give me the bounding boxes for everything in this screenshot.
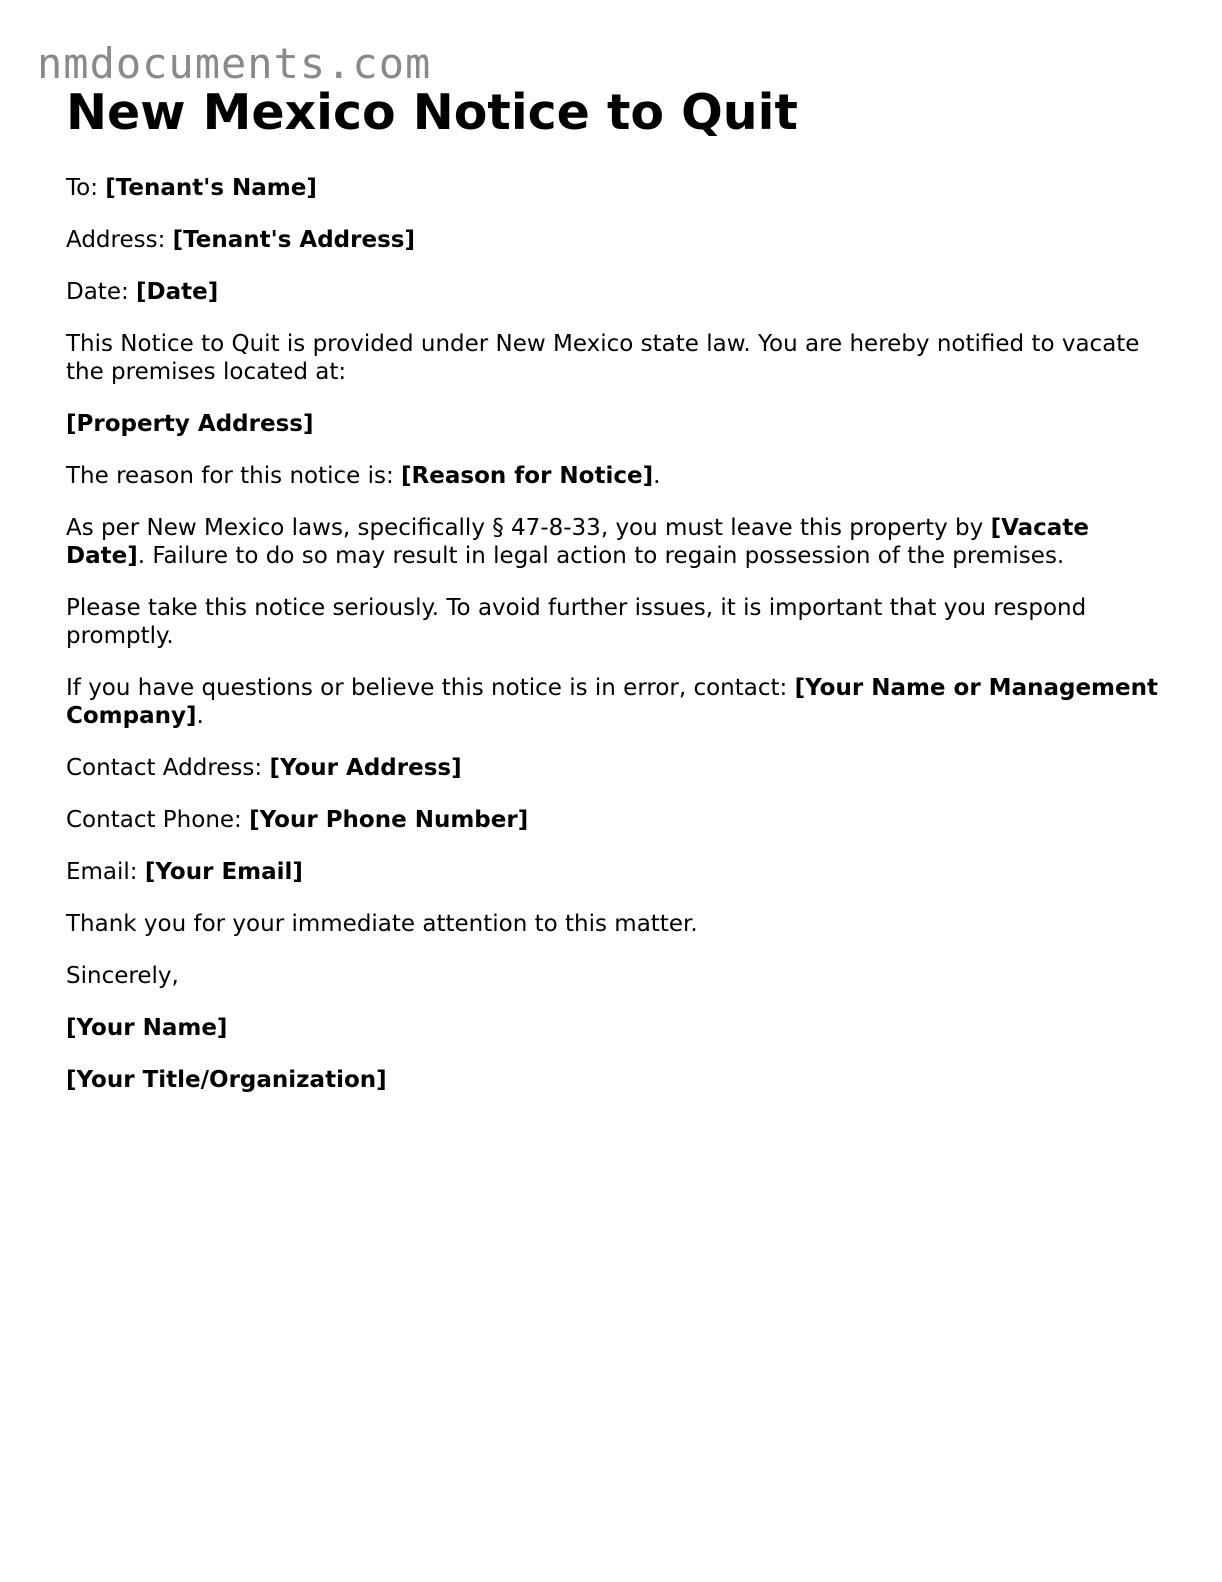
signer-name-line — [66, 1014, 1166, 1042]
questions-paragraph — [66, 674, 1166, 730]
vacate-date-field: [Vacate Date] — [66, 515, 1089, 569]
notice-document — [66, 82, 1166, 1118]
address-label: Address: — [66, 227, 173, 253]
reason-line — [66, 462, 1166, 490]
serious-paragraph: Please take this notice seriously. To avoid further issues, it is important that you respond promptly. — [66, 595, 1087, 649]
thanks-paragraph: Thank you for your immediate attention to this matter. — [66, 911, 698, 937]
reason-field: [Reason for Notice] — [401, 463, 654, 489]
vacate-prefix: As per New Mexico laws, specifically § 47-8-33, you must leave this property by — [66, 515, 991, 541]
address-line — [66, 226, 1166, 254]
vacate-suffix: . Failure to do so may result in legal action to regain possession of the premises. — [137, 543, 1065, 569]
signer-title-line — [66, 1066, 1166, 1094]
questions-prefix: If you have questions or believe this notice is in error, contact: — [66, 675, 795, 701]
email-field: [Your Email] — [144, 859, 303, 885]
date-field: [Date] — [136, 279, 219, 305]
contact-address-line — [66, 754, 1166, 782]
signer-title-field: [Your Title/Organization] — [66, 1067, 387, 1093]
reason-suffix: . — [653, 463, 661, 489]
email-label: Email: — [66, 859, 145, 885]
contact-address-label: Contact Address: — [66, 755, 270, 781]
tenant-name-field: [Tenant's Name] — [105, 175, 317, 201]
questions-suffix: . — [196, 703, 204, 729]
vacate-paragraph — [66, 514, 1166, 570]
reason-prefix: The reason for this notice is: — [66, 463, 402, 489]
date-label: Date: — [66, 279, 137, 305]
contact-phone-field: [Your Phone Number] — [249, 807, 529, 833]
to-line — [66, 174, 1166, 202]
contact-address-field: [Your Address] — [269, 755, 462, 781]
tenant-address-field: [Tenant's Address] — [172, 227, 415, 253]
signer-name-field: [Your Name] — [66, 1015, 228, 1041]
contact-phone-line — [66, 806, 1166, 834]
site-watermark: nmdocuments.com — [37, 39, 432, 88]
contact-name-field: [Your Name or Management Company] — [66, 675, 1158, 729]
property-address-field: [Property Address] — [66, 411, 314, 437]
to-label: To: — [66, 175, 106, 201]
contact-phone-label: Contact Phone: — [66, 807, 250, 833]
property-address-line — [66, 410, 1166, 438]
closing-line: Sincerely, — [66, 963, 179, 989]
page-title: New Mexico Notice to Quit — [66, 84, 798, 141]
email-line — [66, 858, 1166, 886]
intro-paragraph: This Notice to Quit is provided under New Mexico state law. You are hereby notified to vacate the premises located at: — [66, 331, 1140, 385]
date-line — [66, 278, 1166, 306]
